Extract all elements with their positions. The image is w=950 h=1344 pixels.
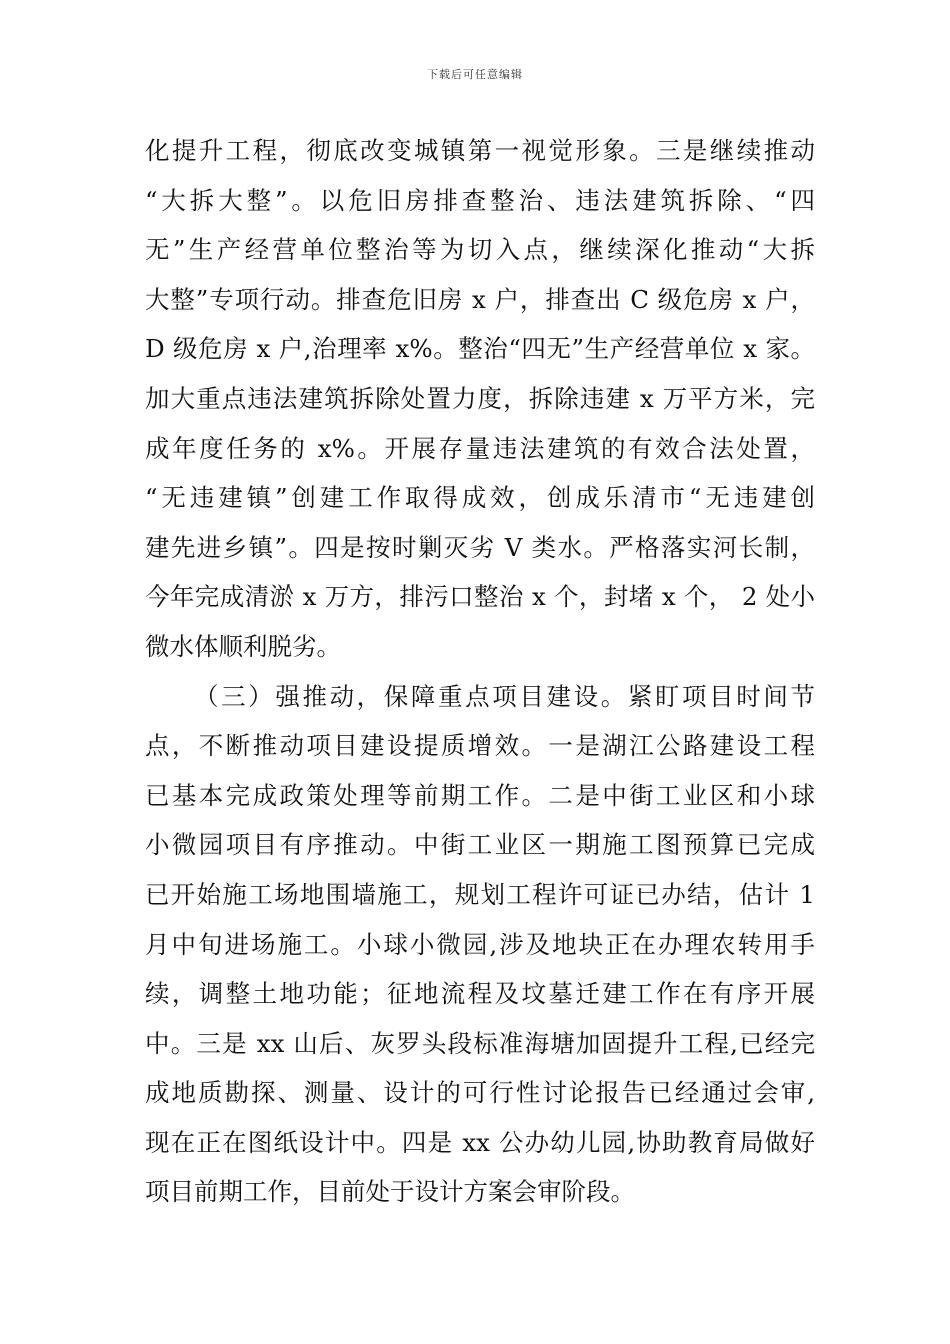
- text-line: 无”生产经营单位整治等为切入点，继续深化推动“大拆: [145, 235, 815, 265]
- text-line: 今年完成清淤 x 万方，排污口整治 x 个，封堵 x 个， 2 处小: [145, 582, 815, 612]
- text-line: “大拆大整”。以危旧房排查整治、违法建筑拆除、“四: [145, 185, 815, 215]
- text-line: 月中旬进场施工。小球小微园,涉及地块正在办理农转用手: [145, 929, 815, 959]
- text-line: 建先进乡镇”。四是按时剿灭劣 V 类水。严格落实河长制，: [145, 532, 815, 562]
- text-line: 现在正在图纸设计中。四是 xx 公办幼儿园,协助教育局做好: [145, 1127, 815, 1157]
- text-line: 小微园项目有序推动。中街工业区一期施工图预算已完成: [145, 830, 815, 860]
- paragraph-last-line: 微水体顺利脱劣。: [145, 631, 341, 661]
- text-line: 已基本完成政策处理等前期工作。二是中街工业区和小球: [145, 780, 815, 810]
- text-line: 化提升工程，彻底改变城镇第一视觉形象。三是继续推动: [145, 136, 815, 165]
- text-line: “无违建镇”创建工作取得成效，创成乐清市“无违建创: [145, 483, 815, 513]
- text-line: 大整”专项行动。排查危旧房 x 户，排查出 C 级危房 x 户，: [145, 284, 815, 314]
- text-line: 成年度任务的 x%。开展存量违法建筑的有效合法处置，: [145, 433, 815, 463]
- document-body: [145, 126, 815, 1217]
- text-line: 加大重点违法建筑拆除处置力度，拆除违建 x 万平方米，完: [145, 383, 815, 413]
- paragraph-last-line: 项目前期工作，目前处于设计方案会审阶段。: [145, 1177, 635, 1207]
- text-line: 成地质勘探、测量、设计的可行性讨论报告已经通过会审,: [145, 1078, 815, 1108]
- text-line: D 级危房 x 户,治理率 x%。整治“四无”生产经营单位 x 家。: [145, 334, 815, 364]
- text-line: 中。三是 xx 山后、灰罗头段标准海塘加固提升工程,已经完: [145, 1028, 815, 1058]
- text-line: 续，调整土地功能；征地流程及坟墓迁建工作在有序开展: [145, 979, 815, 1009]
- page-header: 下载后可任意编辑: [427, 68, 523, 81]
- paragraph-first-line: （三）强推动，保障重点项目建设。紧盯项目时间节: [194, 681, 815, 711]
- text-line: 点，不断推动项目建设提质增效。一是湖江公路建设工程: [145, 731, 815, 761]
- text-line: 已开始施工场地围墙施工，规划工程许可证已办结，估计 1: [145, 879, 815, 909]
